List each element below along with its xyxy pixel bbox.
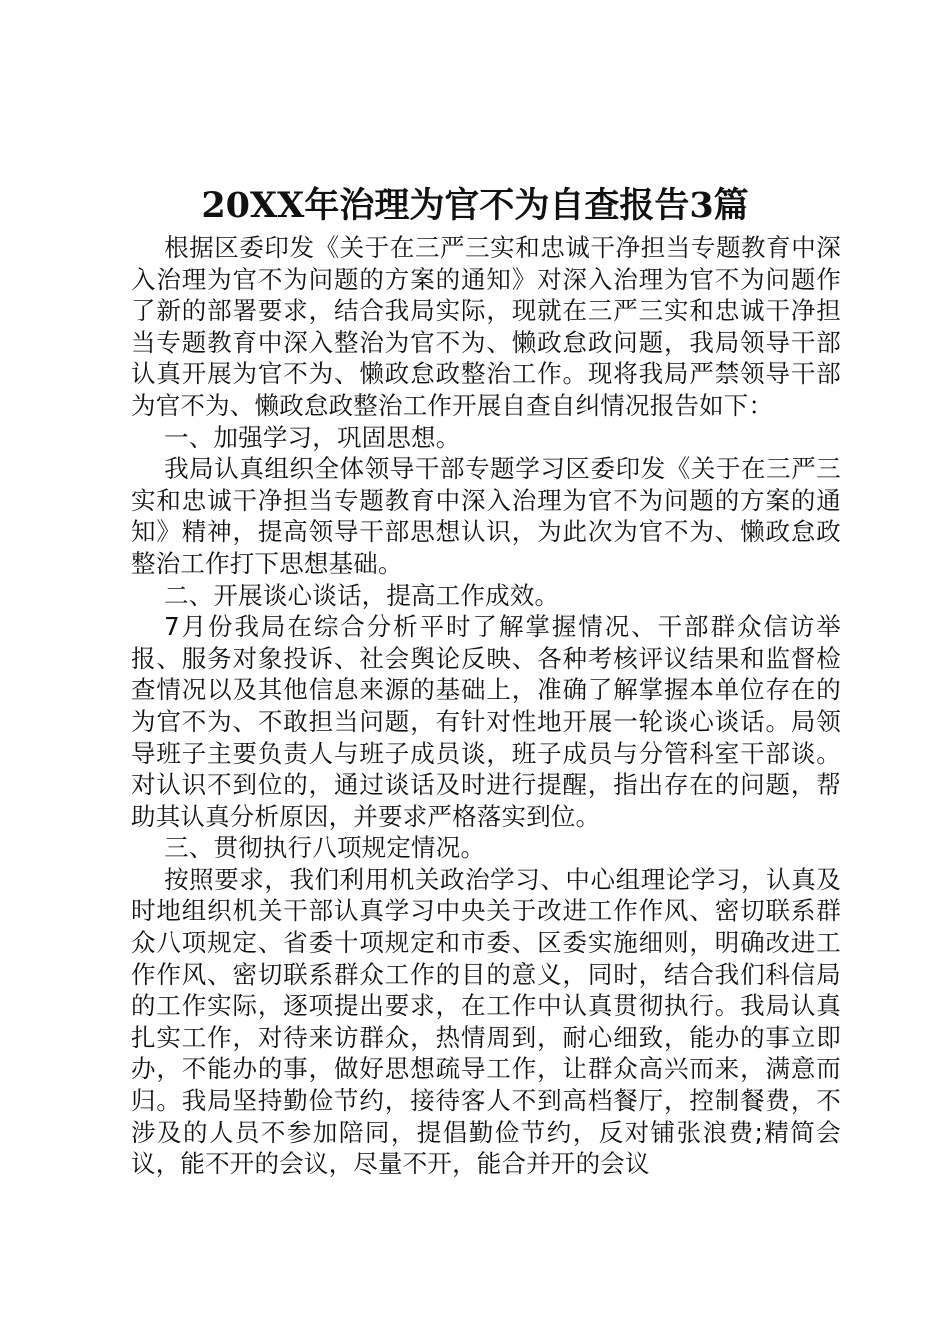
section-paragraph-1: 我局认真组织全体领导干部专题学习区委印发《关于在三严三实和忠诚干净担当专题教育中深入治理为官不为问题的方案的通知》精神，提高领导干部思想认识，为此次为官不为、懒政怠政整治工作打下思想基础。	[131, 454, 841, 578]
section-paragraph-2: 7月份我局在综合分析平时了解掌握情况、干部群众信访举报、服务对象投诉、社会舆论反映、各种考核评议结果和监督检查情况以及其他信息来源的基础上，准确了解掌握本单位存在的为官不为、不敢担当问题，有针对性地开展一轮谈心谈话。局领导班子主要负责人与班子成员谈，班子成员与分管科室干部谈。对认识不到位的，通过谈话及时进行提醒，指出存在的问题，帮助其认真分析原因，并要求严格落实到位。	[131, 612, 841, 831]
document-body	[131, 232, 841, 1180]
section-heading-1: 一、加强学习，巩固思想。	[164, 422, 461, 452]
intro-paragraph: 根据区委印发《关于在三严三实和忠诚干净担当专题教育中深入治理为官不为问题的方案的通知》对深入治理为官不为问题作了新的部署要求，结合我局实际，现就在三严三实和忠诚干净担当专题教育中深入整治为官不为、懒政怠政问题，我局领导干部认真开展为官不为、懒政怠政整治工作。现将我局严禁领导干部为官不为、懒政怠政整治工作开展自查自纠情况报告如下：	[131, 233, 841, 420]
document-title: 20XX年治理为官不为自查报告3篇	[201, 185, 749, 226]
section-heading-2: 二、开展谈心谈话，提高工作成效。	[164, 580, 560, 610]
section-heading-3: 三、贯彻执行八项规定情况。	[164, 833, 486, 863]
section-paragraph-3: 按照要求，我们利用机关政治学习、中心组理论学习，认真及时地组织机关干部认真学习中央关于改进工作作风、密切联系群众八项规定、省委十项规定和市委、区委实施细则，明确改进工作作风、密切联系群众工作的目的意义，同时，结合我们科信局的工作实际，逐项提出要求，在工作中认真贯彻执行。我局认真扎实工作，对待来访群众，热情周到，耐心细致，能办的事立即办，不能办的事，做好思想疏导工作，让群众高兴而来，满意而归。我局坚持勤俭节约，接待客人不到高档餐厅，控制餐费，不涉及的人员不参加陪同，提倡勤俭节约，反对铺张浪费;精简会议，能不开的会议，尽量不开，能合并开的会议	[131, 864, 841, 1179]
